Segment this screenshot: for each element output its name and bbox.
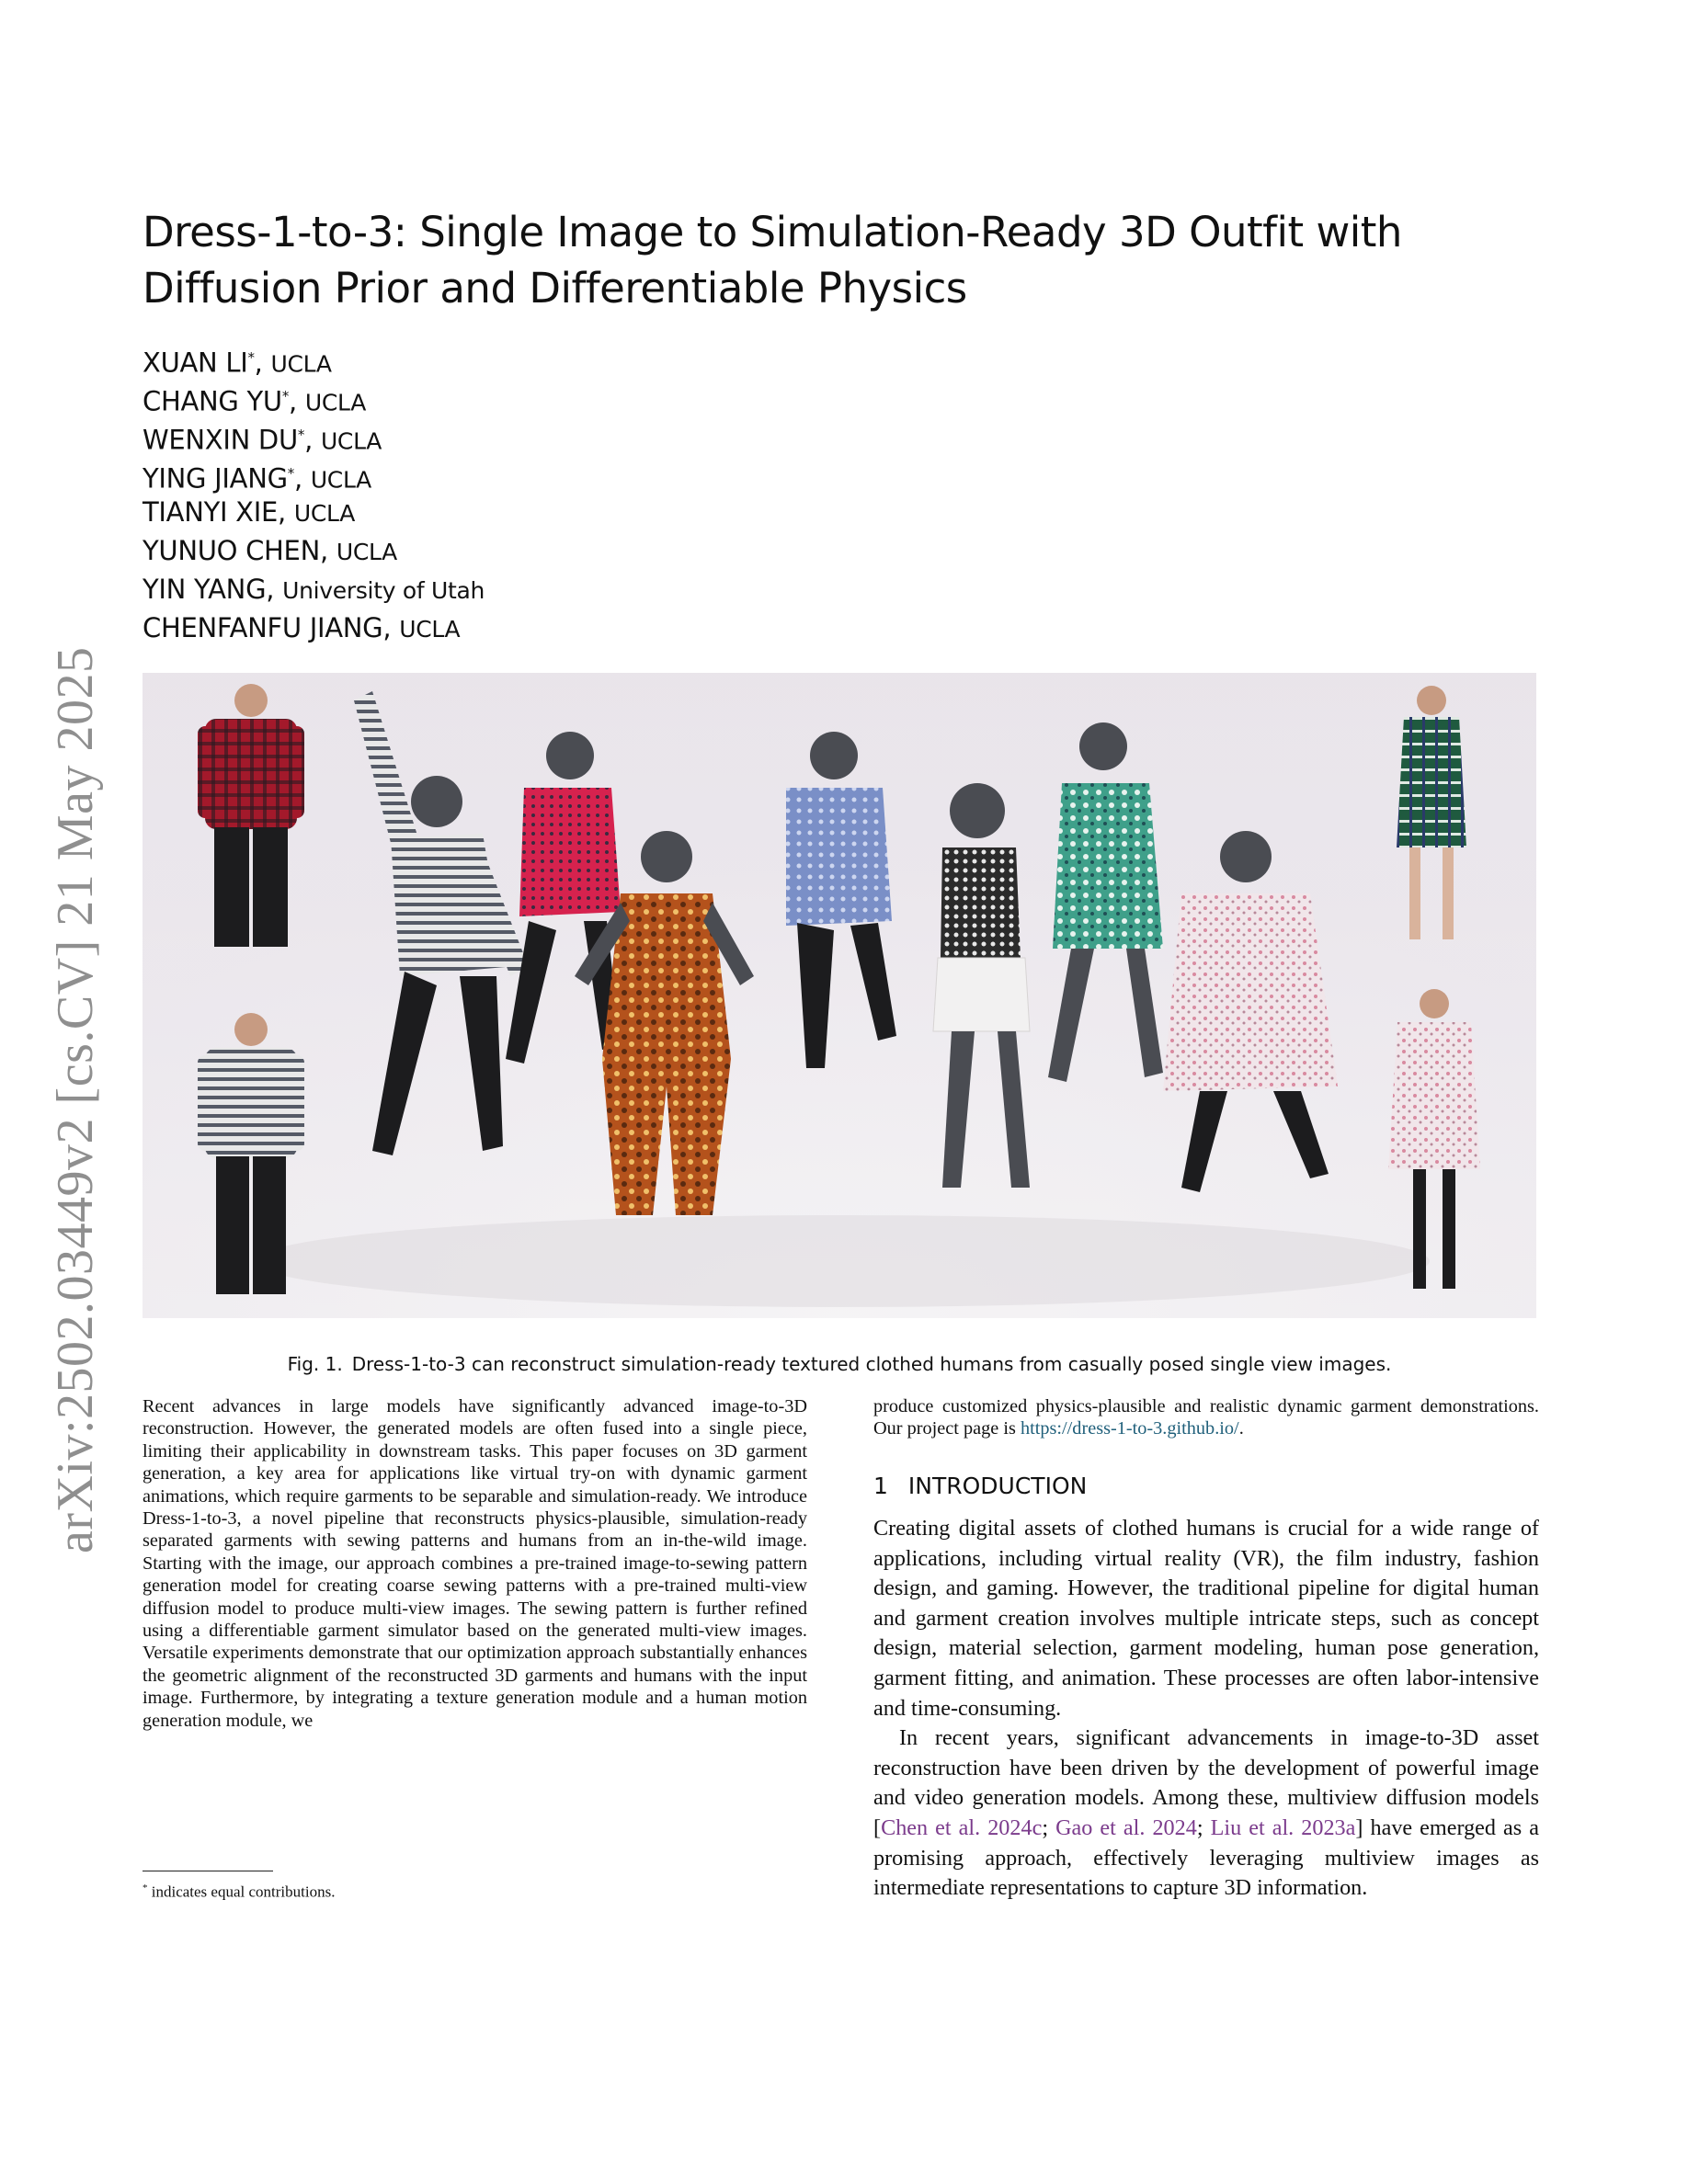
author-5: TIANYI XIE, UCLA bbox=[143, 496, 356, 528]
abstract-continuation bbox=[873, 1395, 1539, 1440]
abstract-period: . bbox=[1238, 1418, 1244, 1439]
author-name: XUAN LI bbox=[143, 347, 248, 379]
author-name: YUNUO CHEN bbox=[143, 535, 320, 566]
citation-link[interactable]: Gao et al. 2024 bbox=[1055, 1814, 1197, 1840]
equal-contribution-mark: * bbox=[247, 349, 255, 366]
figure-label: Fig. 1. bbox=[287, 1353, 343, 1375]
author-affiliation: UCLA bbox=[399, 616, 461, 643]
citation-link[interactable]: Chen et al. 2024c bbox=[881, 1814, 1043, 1840]
author-1: XUAN LI*, UCLA bbox=[143, 347, 332, 379]
author-list bbox=[143, 338, 485, 647]
author-name: WENXIN DU bbox=[143, 424, 298, 456]
teaser-illustration bbox=[143, 673, 1536, 1318]
citation-link[interactable]: Liu et al. 2023a bbox=[1210, 1814, 1356, 1840]
author-6: YUNUO CHEN, UCLA bbox=[143, 535, 397, 566]
author-affiliation: UCLA bbox=[310, 466, 371, 494]
intro-paragraph-2-end: have emerged as a promising approach, effectively leveraging multiview images as intermediate representations to capture 3D information. bbox=[873, 1814, 1539, 1901]
author-name: YIN YANG bbox=[143, 574, 267, 605]
author-4: YING JIANG*, UCLA bbox=[143, 462, 371, 495]
footnote-text: indicates equal contributions. bbox=[151, 1883, 336, 1901]
author-3: WENXIN DU*, UCLA bbox=[143, 424, 382, 456]
section-heading-introduction bbox=[873, 1471, 1087, 1502]
author-2: CHANG YU*, UCLA bbox=[143, 385, 367, 417]
equal-contribution-mark: * bbox=[287, 465, 294, 482]
equal-contribution-mark: * bbox=[297, 427, 305, 443]
author-affiliation: University of Utah bbox=[282, 577, 485, 604]
author-affiliation: UCLA bbox=[293, 500, 356, 527]
author-name: CHANG YU bbox=[143, 385, 282, 417]
section-number: 1 bbox=[873, 1473, 888, 1499]
intro-paragraph-2-start: In recent years, significant advancements in image-to-3D asset reconstruction have been driven by the development of powerful image and video generation models. Among these, multiview diffusion models bbox=[873, 1725, 1539, 1811]
teaser-figure bbox=[143, 673, 1536, 1318]
author-8: CHENFANFU JIANG, UCLA bbox=[143, 612, 461, 643]
author-affiliation: UCLA bbox=[320, 427, 382, 455]
author-name: CHENFANFU JIANG bbox=[143, 612, 383, 643]
author-affiliation: UCLA bbox=[270, 350, 332, 378]
intro-paragraph-2: In recent years, significant advancements in image-to-3D asset reconstruction have been driven by the development of powerful image and video generation models. Among these, multiview diffusion models [Chen et al. 2024c; Gao et al. 2024; Liu et al. 2023a] have emerged as a promising approach, effectively leveraging multiview images as intermediate representations to capture 3D information. bbox=[873, 1725, 1539, 1901]
author-name: TIANYI XIE bbox=[143, 496, 279, 528]
author-name: YING JIANG bbox=[143, 462, 288, 495]
introduction-body bbox=[873, 1514, 1539, 1904]
figure-caption bbox=[143, 1351, 1536, 1377]
footnote-mark: * bbox=[143, 1883, 148, 1894]
footnote bbox=[143, 1877, 335, 1904]
section-title: INTRODUCTION bbox=[907, 1473, 1088, 1499]
paper-title: Dress-1-to-3: Single Image to Simulation-Ready 3D Outfit with Diffusion Prior and Differentiable Physics bbox=[143, 208, 1402, 313]
intro-paragraph-1: Creating digital assets of clothed humans is crucial for a wide range of applications, including virtual reality (VR), the film industry, fashion design, and gaming. However, the traditional pipeline for digital human and garment creation involves multiple intricate steps, such as concept design, material selection, garment modeling, human pose generation, garment fitting, and animation. These processes are often labor-intensive and time-consuming. bbox=[873, 1516, 1539, 1721]
figure-caption-text: Dress-1-to-3 can reconstruct simulation-ready textured clothed humans from casually posed single view images. bbox=[351, 1353, 1392, 1375]
author-affiliation: UCLA bbox=[336, 539, 397, 565]
abstract-continuation-text: produce customized physics-plausible and realistic dynamic garment demonstrations. Our project page is bbox=[873, 1396, 1539, 1439]
author-affiliation: UCLA bbox=[304, 389, 367, 416]
arxiv-identifier: arXiv:2502.03449v2 [cs.CV] 21 May 2025 bbox=[47, 646, 104, 1553]
author-7: YIN YANG, University of Utah bbox=[143, 574, 485, 605]
project-page-link[interactable]: https://dress-1-to-3.github.io/ bbox=[1020, 1418, 1239, 1439]
equal-contribution-mark: * bbox=[281, 388, 290, 404]
abstract-text: Recent advances in large models have significantly advanced image-to-3D reconstruction. However, the generated models are often fused into a single piece, limiting their applicability in downstream tasks. This paper focuses on 3D garment generation, a key area for applications like virtual try-on with dynamic garment animations, which require garments to be separable and simulation-ready. We introduce Dress-1-to-3, a novel pipeline that reconstructs physics-plausible, simulation-ready separated garments with sewing patterns and humans from an in-the-wild image. Starting with the image, our approach combines a pre-trained image-to-sewing pattern generation model for creating coarse sewing patterns with a pre-trained multi-view diffusion model to produce multi-view images. The sewing pattern is further refined using a differentiable garment simulator based on the generated multi-view images. Versatile experiments demonstrate that our optimization approach substantially enhances the geometric alignment of the reconstructed 3D garments and humans with the input image. Furthermore, by integrating a texture generation module and a human motion generation module, we bbox=[143, 1396, 807, 1731]
